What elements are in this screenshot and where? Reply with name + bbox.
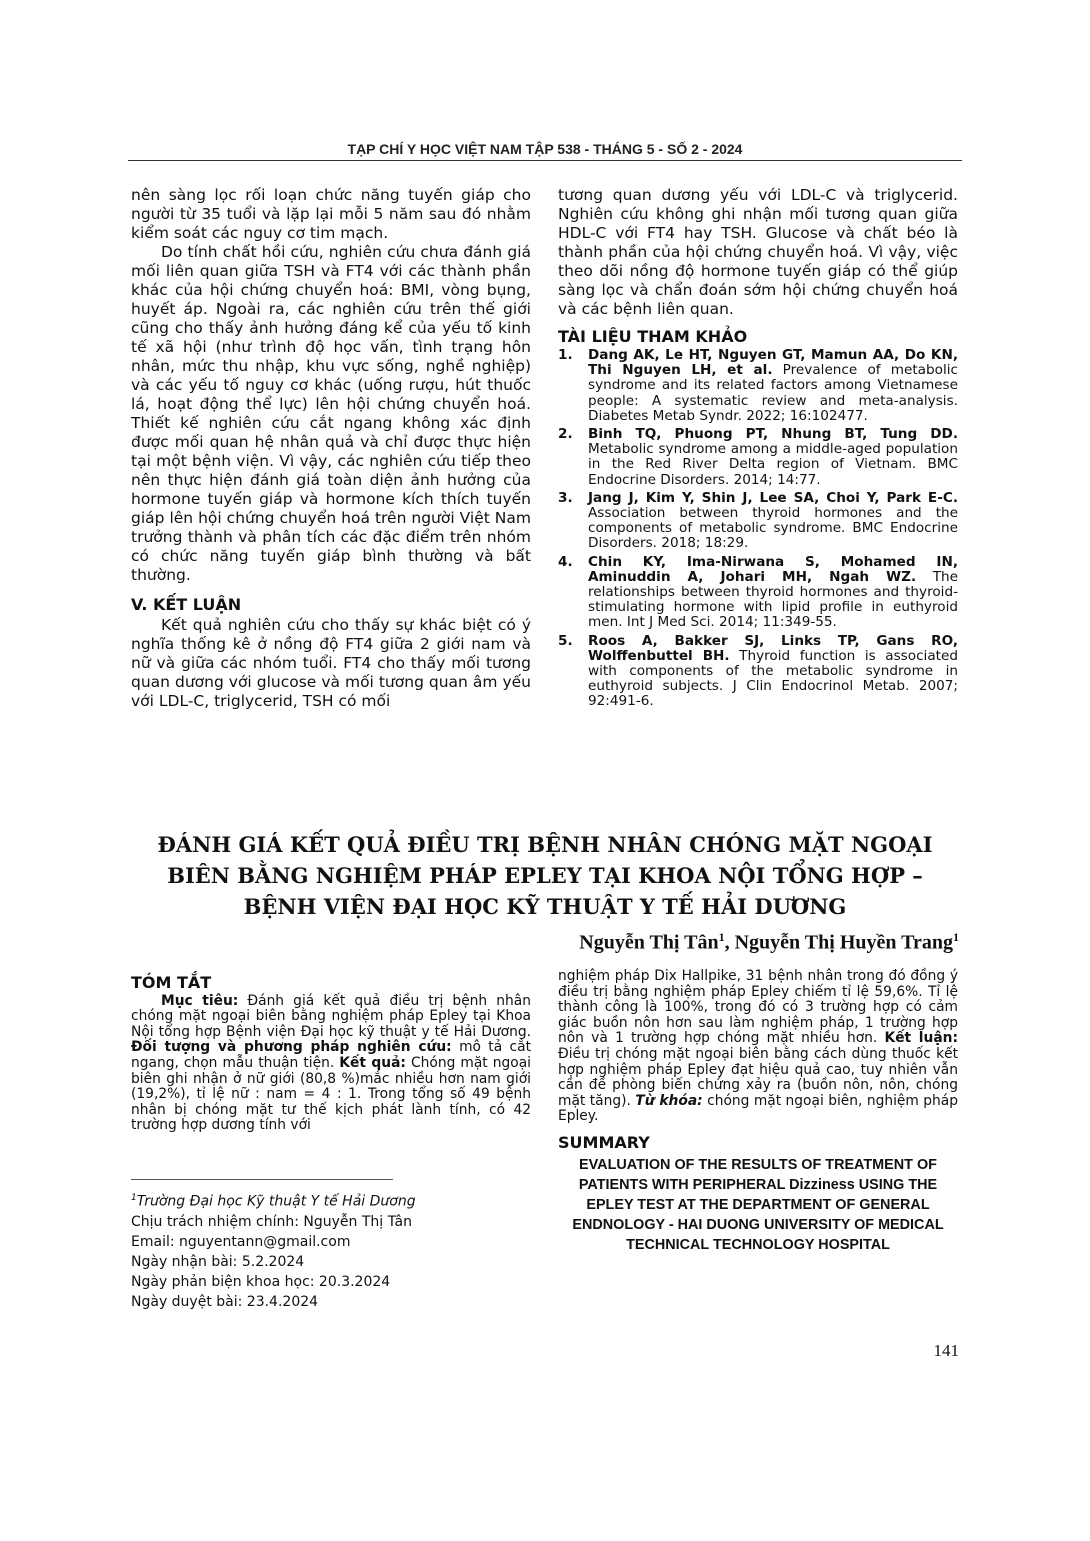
reference-item (558, 348, 958, 424)
abstract-text (131, 994, 531, 1134)
conclusion-text: Điều trị chóng mặt ngoại biên bằng cách dùng thuốc kết hợp nghiệm pháp Epley đạt hiệu quả cao, tuy nhiên vẫn cần đề phòng biến chứng xảy ra (buồn nôn, nôn, chóng mặt tăng). (558, 1045, 958, 1109)
reference-item (558, 491, 958, 552)
label-methods: Đối tượng và phương pháp nghiên cứu: (131, 1039, 452, 1056)
header-divider (128, 160, 962, 161)
right-column-continued (558, 186, 958, 713)
journal-header: TẠP CHÍ Y HỌC VIỆT NAM TẬP 538 - THÁNG 5 - SỐ 2 - 2024 (347, 141, 743, 157)
article-title: ĐÁNH GIÁ KẾT QUẢ ĐIỀU TRỊ BỆNH NHÂN CHÓNG MẶT NGOẠI BIÊN BẰNG NGHIỆM PHÁP EPLEY TẠI KHOA NỘI TỔNG HỢP – BỆNH VIỆN ĐẠI HỌC KỸ THUẬT Y TẾ HẢI DƯƠNG (157, 832, 933, 919)
abstract-heading: TÓM TẮT (131, 973, 212, 992)
page-number: 141 (933, 1341, 959, 1360)
reference-authors: Binh TQ, Phuong PT, Nhung BT, Tung DD. (588, 426, 958, 443)
reference-authors: Chin KY, Ima-Nirwana S, Mohamed IN, Aminuddin A, Johari MH, Ngah WZ. (588, 553, 958, 585)
reference-item (558, 427, 958, 488)
reference-authors: Roos A, Bakker SJ, Links TP, Gans RO, Wolffenbuttel BH. (588, 632, 958, 664)
keywords-text: chóng mặt ngoại biên, nghiệm pháp Epley. (558, 1092, 958, 1125)
reference-number: 1. (558, 347, 573, 363)
summary-title: EVALUATION OF THE RESULTS OF TREATMENT OF PATIENTS WITH PERIPHERAL Dizziness USING THE EPLEY TEST AT THE DEPARTMENT OF GENERAL ENDNOLOGY - HAI DUONG UNIVERSITY OF MEDICAL TECHNICAL TECHNOLOGY HOSPITAL (572, 1156, 944, 1253)
summary-heading: SUMMARY (558, 1132, 650, 1152)
author-name: Nguyễn Thị Tân (579, 931, 719, 954)
footnote-accepted: Ngày duyệt bài: 23.4.2024 (131, 1293, 319, 1310)
affiliation-marker: 1 (131, 1193, 137, 1203)
references-heading: TÀI LIỆU THAM KHẢO (558, 327, 748, 346)
reference-text: The relationships between thyroid hormones and thyroid-stimulating hormone with lipid profile in euthyroid men. Int J Med Sci. 2014; 11:349-55. (588, 568, 958, 631)
reference-authors: Dang AK, Le HT, Nguyen GT, Mamun AA, Do KN, Thi Nguyen LH, et al. (588, 347, 958, 379)
affiliation-text: Trường Đại học Kỹ thuật Y tế Hải Dương (136, 1193, 416, 1210)
abstract-text-continued (558, 969, 958, 1125)
footnote (131, 1188, 531, 1312)
label-conclusion: Kết luận: (884, 1030, 958, 1047)
author-separator: , (724, 931, 735, 954)
results-text-continued: nghiệm pháp Dix Hallpike, 31 bệnh nhân trong đó đồng ý điều trị bằng nghiệm pháp Epley chiếm tỉ lệ 59,6%. Tỉ lệ thành công là 100%, trong đó có 3 trường hợp có cảm giác buồn nôn hơn sau làm nghiệm pháp, 1 trường hợp nôn và 1 trường hợp chóng mặt nhiều hơn. (558, 968, 958, 1047)
affiliation-marker: 1 (718, 930, 725, 944)
reference-text: Thyroid function is associated with components of the metabolic syndrome in euthyroid subjects. J Clin Endocrinol Metab. 2007; 92:491-6. (588, 647, 958, 710)
reference-text: Prevalence of metabolic syndrome and its related factors among Vietnamese people: A systematic review and meta-analysis. Diabetes Metab Syndr. 2022; 16:102477. (588, 362, 958, 424)
footnote-affiliation (131, 1188, 531, 1212)
results-text: Chóng mặt ngoại biên ghi nhận ở nữ giới (80,8 %)mắc nhiều hơn nam giới (19,2%), tỉ lệ nữ : nam = 4 : 1. Trong tổng số 49 bệnh nhân bị chóng mặt tư thế kịch phát lành tính, có 42 trường hợp dương tính với (131, 1054, 531, 1134)
reference-number: 4. (558, 553, 573, 570)
footnote-reviewed: Ngày phản biện khoa học: 20.3.2024 (131, 1273, 391, 1290)
reference-number: 2. (558, 426, 573, 443)
footnote-responsible: Chịu trách nhiệm chính: Nguyễn Thị Tân (131, 1213, 413, 1230)
footnote-received: Ngày nhận bài: 5.2.2024 (131, 1253, 305, 1270)
left-column-continued (131, 186, 531, 711)
footnote-divider (131, 1179, 393, 1180)
objective-text: Đánh giá kết quả điều trị bệnh nhân chóng mặt ngoại biên bằng nghiệm pháp Epley tại Khoa Nội tổng hợp Bệnh viện Đại học kỹ thuật y tế Hải Dương. (131, 992, 531, 1040)
paragraph: nên sàng lọc rối loạn chức năng tuyến giáp cho người từ 35 tuổi và lặp lại mỗi 5 năm sau đó nhằm kiểm soát các nguy cơ tim mạch. (131, 186, 531, 242)
article-authors (579, 930, 959, 955)
paragraph: Kết quả nghiên cứu cho thấy sự khác biệt có ý nghĩa thống kê ở nồng độ FT4 giữa 2 giới nam và nữ và giữa các nhóm tuổi. FT4 cho thấy mối tương quan dương với glucose và mối tương quan âm yếu với LDL-C, triglycerid, TSH có mối (131, 616, 531, 710)
reference-text: Association between thyroid hormones and the components of metabolic syndrome. BMC Endocrine Disorders. 2018; 18:29. (588, 505, 958, 552)
reference-number: 5. (558, 632, 573, 649)
paragraph: Do tính chất hồi cứu, nghiên cứu chưa đánh giá mối liên quan giữa TSH và FT4 với các thành phần khác của hội chứng chuyển hoá: BMI, vòng bụng, huyết áp. Ngoài ra, các nghiên cứu trên thế giới cũng cho thấy ảnh hưởng đáng kể của yếu tố kinh tế xã hội (như trình độ học vấn, tình trạng hôn nhân, mức thu nhập, khu vực sống, nghề nghiệp) và các yếu tố nguy cơ khác (uống rượu, hút thuốc lá, hoạt động thể lực) lên hội chứng chuyển hoá. Thiết kế nghiên cứu cắt ngang không xác định được mối quan hệ nhân quả và chỉ được thực hiện tại một bệnh viện. Vì vậy, các nghiên cứu tiếp theo nên thực hiện đánh giá toàn diện ảnh hưởng của hormone tuyến giáp và hormone kích thích tuyến giáp lên hội chứng chuyển hoá trên người Việt Nam trưởng thành và phân tích các đặc điểm trên nhóm có chức năng tuyến giáp bình thường và bất thường. (131, 243, 531, 584)
author-name: Nguyễn Thị Huyền Trang (734, 931, 953, 954)
paragraph: tương quan dương yếu với LDL-C và triglycerid. Nghiên cứu không ghi nhận mối tương quan giữa HDL-C với FT4 hay TSH. Glucose và chất béo là thành phần của hội chứng chuyển hoá. Vì vậy, việc theo dõi nồng độ hormone tuyến giáp có thể giúp sàng lọc và chẩn đoán sớm hội chứng chuyển hoá và các bệnh liên quan. (558, 186, 958, 318)
reference-list (558, 348, 958, 710)
reference-text: Metabolic syndrome among a middle-aged population in the Red River Delta region of Vietnam. BMC Endocrine Disorders. 2014; 14:77. (588, 441, 958, 488)
abstract-right (558, 969, 958, 1255)
label-results: Kết quả: (339, 1054, 406, 1071)
section-heading-conclusion: V. KẾT LUẬN (131, 595, 242, 614)
reference-item (558, 555, 958, 631)
abstract-left (131, 975, 531, 1134)
methods-text: mô tả cắt ngang, chọn mẫu thuận tiện. (131, 1039, 531, 1071)
reference-item (558, 634, 958, 710)
label-objective: Mục tiêu: (161, 992, 239, 1009)
reference-number: 3. (558, 489, 573, 506)
affiliation-marker: 1 (953, 930, 959, 944)
footnote-email: Email: nguyentann@gmail.com (131, 1233, 351, 1250)
label-keywords: Từ khóa: (635, 1092, 703, 1109)
reference-authors: Jang J, Kim Y, Shin J, Lee SA, Choi Y, Park E-C. (588, 489, 958, 506)
